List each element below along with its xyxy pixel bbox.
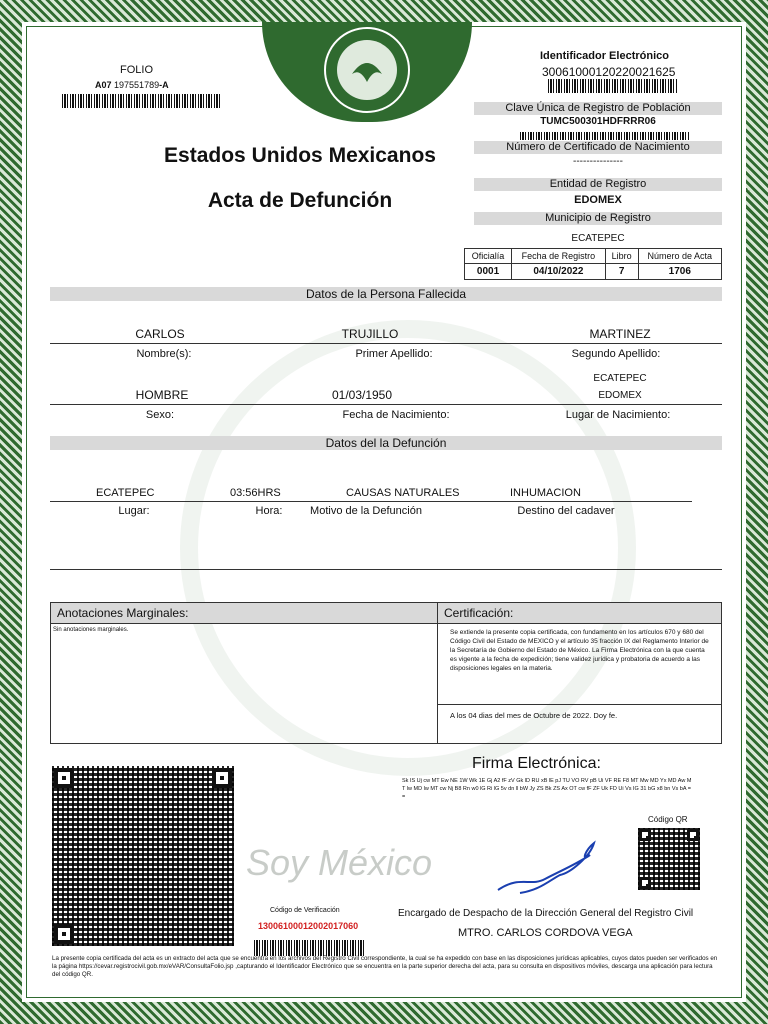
folio-code: A07	[95, 80, 112, 90]
small-qr-code	[638, 828, 700, 890]
destino-value: INHUMACION	[510, 487, 581, 499]
entidad-value: EDOMEX	[574, 194, 622, 206]
divider	[50, 501, 692, 502]
national-seal	[262, 22, 472, 122]
eagle-seal-icon	[262, 22, 472, 122]
sexo-value: HOMBRE	[135, 388, 189, 402]
hora-label: Hora:	[255, 505, 283, 517]
defuncion-section-header: Datos del la Defunción	[50, 436, 722, 450]
municipio-label: Municipio de Registro	[474, 212, 722, 225]
anotaciones-box	[50, 602, 438, 744]
qr-label: Código QR	[648, 815, 688, 824]
qr-finder-marker	[54, 924, 74, 944]
nombre-value: CARLOS	[135, 327, 185, 341]
municipio-value: ECATEPEC	[571, 233, 625, 244]
primer-apellido-label: Primer Apellido:	[355, 348, 433, 360]
folio-label: FOLIO	[120, 64, 154, 76]
folio-value: 197551789	[114, 80, 160, 90]
anotaciones-text: Sin anotaciones marginales.	[53, 627, 129, 633]
curp-value: TUMC500301HDFRRR06	[540, 116, 656, 127]
identificador-label: Identificador Electrónico	[540, 50, 669, 62]
firma-hash: Sk IS Uj cw MT Ew NE 1W Wk 1E Gj A2 fF zV Gk lD RU xB lE pJ TU VO RV pB Ui VF RE F8 MT Mw MD Yx MD Aw MT lw MD lw MT cw Nj B8 Rn w0 lG Ri lG 5v dn ll bW Jy ZS Bk ZS Ax OT cw fF ZF Uk FD Ui Vs IG 31 bG x8 bn Vs bA ==	[402, 778, 692, 800]
divider	[50, 343, 722, 344]
motivo-label: Motivo de la Defunción	[310, 505, 422, 517]
country-title: Estados Unidos Mexicanos	[164, 144, 436, 167]
certificacion-box	[437, 602, 722, 744]
registro-table	[464, 248, 722, 280]
certificado-value: ---------------	[573, 156, 623, 167]
slogan: Soy México	[246, 842, 433, 883]
qr-finder-marker	[639, 877, 651, 889]
qr-finder-marker	[639, 829, 651, 841]
qr-finder-marker	[687, 829, 699, 841]
identificador-value: 30061000120220021625	[542, 65, 676, 79]
qr-finder-marker	[212, 768, 232, 788]
primer-apellido-value: TRUJILLO	[341, 327, 399, 341]
document-title: Acta de Defunción	[207, 189, 393, 212]
segundo-apellido-value: MARTINEZ	[589, 327, 651, 341]
identificador-barcode	[548, 79, 678, 93]
lugar-nacimiento-value-2: EDOMEX	[598, 390, 642, 401]
hora-value: 03:56HRS	[230, 487, 281, 499]
divider	[50, 569, 722, 570]
numero-acta-value: 1706	[638, 264, 721, 280]
fecha-nacimiento-value: 01/03/1950	[331, 388, 393, 402]
footer-disclaimer: La presente copia certificada del acta es un extracto del acta que se encuentra en los archivos del Registro Civil correspondiente, la cual se ha expedido con base en las disposiciones jurídicas aplicables, cuyos datos pueden ser verificados en la página https://cevar.registrocivil.gob.mx/eVAR/ConsultaFolio.jsp ,capturando el Identificador Electrónico que se encuentra en la parte superior derecha del acta, para su consulta en dispositivos móviles, descarga una aplicación para lectura del código QR.	[52, 955, 718, 978]
lugar-value: ECATEPEC	[96, 487, 155, 499]
registro-header-row	[465, 249, 722, 264]
fecha-nacimiento-label: Fecha de Nacimiento:	[342, 409, 450, 421]
lugar-nacimiento-label: Lugar de Nacimiento:	[565, 409, 671, 421]
folio-suffix: -A	[159, 80, 169, 90]
registro-header: Libro	[605, 249, 638, 264]
certificacion-text: Se extiende la presente copia certificada, con fundamento en los artículos 670 y 680 del Código Civil del Estado de MEXICO y el artículo 35 fracción IX del Reglamento Interior de la Secretaría de Gobierno del Estado de México. La Firma Electrónica con la que cuenta es vigente a la fecha de expedición; tiene validez jurídica y probatoria de acuerdo a las disposiciones legales en la materia.	[438, 624, 721, 705]
lugar-nacimiento-value-1: ECATEPEC	[593, 373, 647, 384]
large-qr-code	[52, 766, 234, 946]
anotaciones-title: Anotaciones Marginales:	[51, 603, 437, 624]
verificacion-barcode	[254, 940, 364, 956]
registro-header: Número de Acta	[638, 249, 721, 264]
folio-number	[95, 80, 169, 90]
curp-label: Clave Única de Registro de Población	[474, 102, 722, 115]
folio-barcode	[62, 94, 222, 108]
handwritten-signature-icon	[490, 835, 610, 900]
lugar-label: Lugar:	[118, 505, 150, 517]
firma-title: Firma Electrónica:	[472, 755, 601, 772]
sexo-label: Sexo:	[145, 409, 175, 421]
divider	[50, 404, 722, 405]
destino-label: Destino del cadaver	[517, 505, 615, 517]
registro-header: Oficialía	[465, 249, 512, 264]
certificado-label: Número de Certificado de Nacimiento	[474, 141, 722, 154]
entidad-label: Entidad de Registro	[474, 178, 722, 191]
motivo-value: CAUSAS NATURALES	[346, 487, 460, 499]
persona-section-header: Datos de la Persona Fallecida	[50, 287, 722, 301]
verificacion-value: 13006100012002017060	[258, 921, 359, 931]
curp-barcode	[520, 132, 690, 140]
verificacion-label: Código de Verificación	[270, 907, 340, 914]
nombre-label: Nombre(s):	[136, 348, 192, 360]
registro-value-row	[465, 264, 722, 280]
registro-header: Fecha de Registro	[512, 249, 606, 264]
fecha-registro-value: 04/10/2022	[512, 264, 606, 280]
segundo-apellido-label: Segundo Apellido:	[571, 348, 661, 360]
certificacion-title: Certificación:	[438, 603, 721, 624]
encargado-text: Encargado de Despacho de la Dirección General del Registro Civil	[398, 908, 694, 919]
oficialia-value: 0001	[465, 264, 512, 280]
libro-value: 7	[605, 264, 638, 280]
registrar-name: MTRO. CARLOS CORDOVA VEGA	[458, 927, 633, 939]
certificacion-fecha: A los 04 dias del mes de Octubre de 2022. Doy fe.	[450, 711, 618, 720]
qr-finder-marker	[54, 768, 74, 788]
